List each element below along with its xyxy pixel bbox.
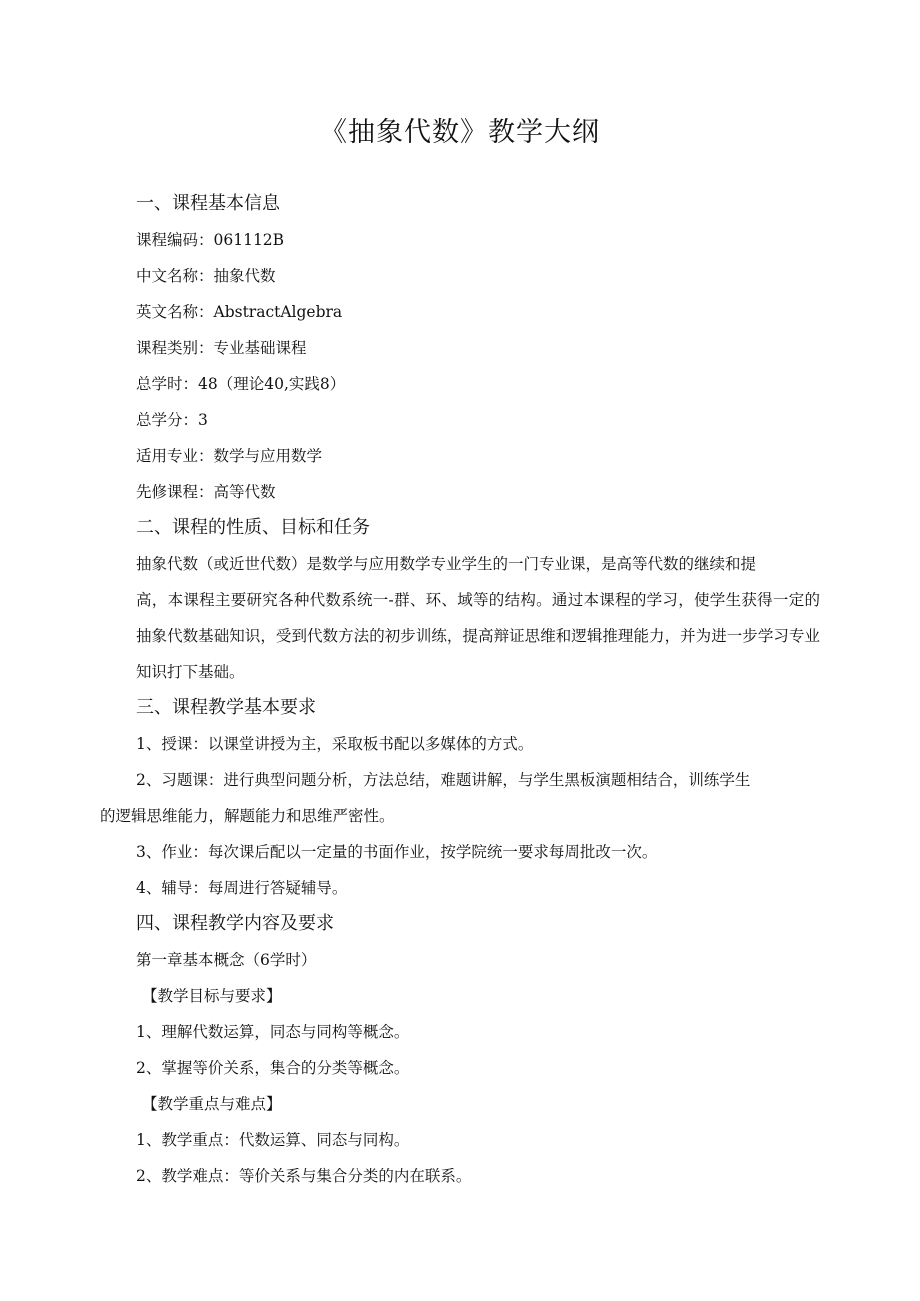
goal-item-1: 1、理解代数运算，同态与同构等概念。 xyxy=(136,1023,410,1041)
section-heading-content: 四、课程教学内容及要求 xyxy=(136,913,334,934)
applicable-major: 适用专业：数学与应用数学 xyxy=(136,447,323,465)
course-category: 课程类别：专业基础课程 xyxy=(136,339,307,357)
english-name: 英文名称：AbstractAlgebra xyxy=(136,303,343,321)
requirement-item-tutoring: 4、辅导：每周进行答疑辅导。 xyxy=(136,879,348,897)
requirement-item-homework: 3、作业：每次课后配以一定量的书面作业，按学院统一要求每周批改一次。 xyxy=(136,843,658,861)
chapter-title: 第一章基本概念（6学时） xyxy=(136,951,317,969)
requirement-item-exercise-line2: 的逻辑思维能力，解题能力和思维严密性。 xyxy=(100,807,395,825)
prerequisite-course: 先修课程：高等代数 xyxy=(136,483,276,501)
course-code: 课程编码：061112B xyxy=(136,231,285,249)
requirement-item-lecture: 1、授课：以课堂讲授为主，采取板书配以多媒体的方式。 xyxy=(136,735,534,753)
total-credits: 总学分：3 xyxy=(136,411,208,429)
section-heading-basic-info: 一、课程基本信息 xyxy=(136,193,280,214)
chinese-name: 中文名称：抽象代数 xyxy=(136,267,276,285)
key-point-item-1: 1、教学重点：代数运算、同态与同构。 xyxy=(136,1131,410,1149)
key-point-item-2: 2、教学难点：等价关系与集合分类的内在联系。 xyxy=(136,1167,472,1185)
nature-paragraph-rest: 高，本课程主要研究各种代数系统一-群、环、域等的结构。通过本课程的学习，使学生获得一定的抽象代数基础知识，受到代数方法的初步训练，提高辩证思维和逻辑推理能力，并为进一步学习专业知识打下基础。 xyxy=(136,591,820,681)
goals-label: 【教学目标与要求】 xyxy=(142,987,282,1005)
section-heading-requirements: 三、课程教学基本要求 xyxy=(136,697,316,718)
goal-item-2: 2、掌握等价关系，集合的分类等概念。 xyxy=(136,1059,410,1077)
document-body xyxy=(100,186,820,1194)
section-heading-nature-goals: 二、课程的性质、目标和任务 xyxy=(136,517,370,538)
total-hours: 总学时：48（理论40,实践8） xyxy=(136,375,346,393)
document-title: 《抽象代数》教学大纲 xyxy=(320,117,600,148)
nature-paragraph-line1: 抽象代数（或近世代数）是数学与应用数学专业学生的一门专业课，是高等代数的继续和提 xyxy=(136,555,757,573)
requirement-item-exercise-line1: 2、习题课：进行典型问题分析，方法总结，难题讲解，与学生黑板演题相结合，训练学生 xyxy=(136,771,751,789)
key-points-label: 【教学重点与难点】 xyxy=(142,1095,282,1113)
